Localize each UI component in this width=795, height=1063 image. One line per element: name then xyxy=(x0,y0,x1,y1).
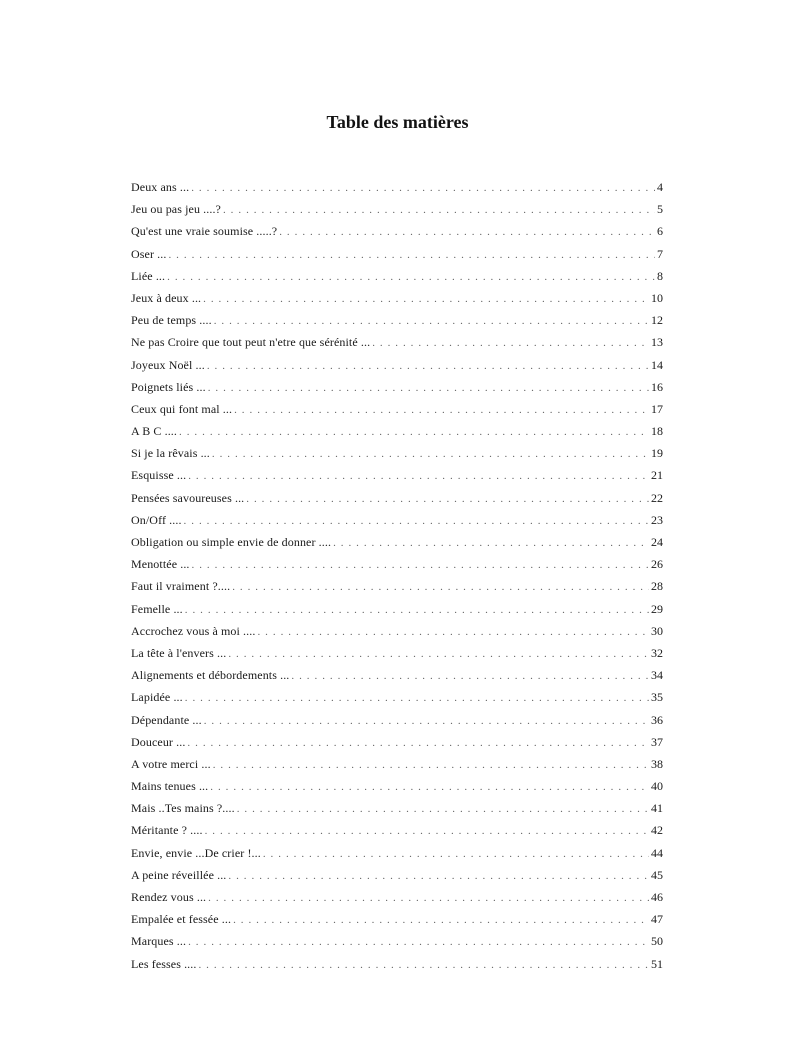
toc-entry-title: Liée ... xyxy=(131,268,166,283)
toc-dot-leader xyxy=(207,355,649,376)
toc-entry xyxy=(131,753,663,775)
toc-entry-page-number: 13 xyxy=(651,335,663,350)
toc-entry xyxy=(131,731,663,753)
toc-entry-title: Esquisse ... xyxy=(131,468,187,483)
toc-entry-page-number: 40 xyxy=(651,779,663,794)
toc-dot-leader xyxy=(185,687,649,708)
toc-entry-title: Jeux à deux ... xyxy=(131,290,202,305)
toc-entry-title: Les fesses .... xyxy=(131,956,197,971)
toc-dot-leader xyxy=(234,399,649,420)
toc-entry-page-number: 42 xyxy=(651,823,663,838)
toc-entry-title: Rendez vous ... xyxy=(131,890,207,904)
toc-entry-title: Empalée et fessée ... xyxy=(131,912,232,927)
toc-dot-leader xyxy=(237,798,649,819)
toc-entry-title: Mains tenues ... xyxy=(131,779,209,794)
toc-entry-title: Qu'est une vraie soumise .....? xyxy=(131,224,278,239)
toc-entry-page-number: 30 xyxy=(651,623,663,638)
toc-entry-title: Méritante ? .... xyxy=(131,823,203,838)
toc-entry xyxy=(131,331,663,353)
toc-entry-page-number: 5 xyxy=(657,202,663,217)
table-of-contents xyxy=(131,176,663,975)
toc-dot-leader xyxy=(187,732,649,753)
toc-dot-leader xyxy=(214,310,649,331)
toc-entry xyxy=(131,309,663,331)
toc-entry-title: Lapidée ... xyxy=(131,690,183,705)
toc-entry xyxy=(131,709,663,731)
toc-entry xyxy=(131,797,663,819)
toc-entry xyxy=(131,886,663,908)
toc-entry xyxy=(131,575,663,597)
toc-dot-leader xyxy=(208,887,649,908)
toc-entry xyxy=(131,664,663,686)
toc-dot-leader xyxy=(191,177,655,198)
toc-entry xyxy=(131,509,663,531)
toc-dot-leader xyxy=(246,488,649,509)
toc-entry-page-number: 22 xyxy=(651,490,663,505)
toc-entry xyxy=(131,487,663,509)
toc-entry-title: Deux ans ... xyxy=(131,180,190,194)
toc-entry-page-number: 10 xyxy=(651,290,663,305)
toc-entry xyxy=(131,376,663,398)
toc-entry xyxy=(131,819,663,841)
toc-entry-title: Accrochez vous à moi .... xyxy=(131,623,256,638)
toc-dot-leader xyxy=(372,332,649,353)
toc-entry xyxy=(131,198,663,220)
toc-entry xyxy=(131,265,663,287)
toc-entry-page-number: 21 xyxy=(651,468,663,483)
toc-entry-title: A votre merci ... xyxy=(131,756,211,771)
toc-entry-page-number: 44 xyxy=(651,845,663,860)
toc-entry-page-number: 45 xyxy=(651,867,663,882)
toc-entry xyxy=(131,620,663,642)
toc-entry xyxy=(131,442,663,464)
toc-entry-page-number: 50 xyxy=(651,934,663,949)
toc-dot-leader xyxy=(213,754,649,775)
toc-entry xyxy=(131,354,663,376)
toc-entry-page-number: 8 xyxy=(657,268,663,283)
toc-entry-title: Envie, envie ...De crier !... xyxy=(131,845,261,860)
toc-dot-leader xyxy=(204,710,649,731)
toc-dot-leader xyxy=(257,621,649,642)
toc-entry-page-number: 32 xyxy=(651,645,663,660)
toc-dot-leader xyxy=(228,643,649,664)
toc-dot-leader xyxy=(167,266,655,287)
toc-entry-page-number: 47 xyxy=(651,912,663,927)
toc-entry xyxy=(131,864,663,886)
toc-entry-page-number: 46 xyxy=(651,890,663,904)
toc-entry-page-number: 34 xyxy=(651,668,663,683)
toc-entry xyxy=(131,842,663,864)
toc-dot-leader xyxy=(333,532,649,553)
toc-entry-title: Joyeux Noël ... xyxy=(131,357,205,372)
toc-dot-leader xyxy=(185,599,649,620)
toc-dot-leader xyxy=(223,199,655,220)
toc-entry-page-number: 14 xyxy=(651,357,663,372)
toc-dot-leader xyxy=(228,865,649,886)
toc-entry-page-number: 35 xyxy=(651,690,663,705)
toc-entry-page-number: 36 xyxy=(651,712,663,727)
toc-entry-page-number: 16 xyxy=(651,379,663,394)
toc-entry-title: Jeu ou pas jeu ....? xyxy=(131,202,221,217)
toc-entry xyxy=(131,398,663,420)
toc-entry-title: Dépendante ... xyxy=(131,712,202,727)
toc-dot-leader xyxy=(291,665,649,686)
toc-entry-title: Mais ..Tes mains ?.... xyxy=(131,801,235,816)
page-title: Table des matières xyxy=(326,112,469,133)
toc-entry-title: Obligation ou simple envie de donner .... xyxy=(131,535,332,549)
toc-entry-page-number: 18 xyxy=(651,424,663,439)
toc-dot-leader xyxy=(279,221,655,242)
toc-dot-leader xyxy=(179,421,649,442)
toc-entry xyxy=(131,642,663,664)
toc-entry-title: La tête à l'envers ... xyxy=(131,645,227,660)
toc-dot-leader xyxy=(232,576,649,597)
toc-dot-leader xyxy=(188,931,649,952)
toc-dot-leader xyxy=(168,244,655,265)
toc-dot-leader xyxy=(205,820,649,841)
toc-entry-page-number: 41 xyxy=(651,801,663,816)
toc-dot-leader xyxy=(233,909,649,930)
toc-entry xyxy=(131,775,663,797)
toc-dot-leader xyxy=(203,288,649,309)
toc-dot-leader xyxy=(263,843,649,864)
toc-entry-page-number: 23 xyxy=(651,512,663,527)
toc-entry-title: Faut il vraiment ?.... xyxy=(131,579,231,594)
toc-entry-page-number: 6 xyxy=(657,224,663,239)
toc-entry xyxy=(131,953,663,975)
toc-dot-leader xyxy=(184,510,649,531)
toc-entry-title: Ceux qui font mal ... xyxy=(131,401,233,416)
toc-entry-page-number: 19 xyxy=(651,446,663,461)
toc-dot-leader xyxy=(208,377,649,398)
toc-entry xyxy=(131,287,663,309)
toc-entry-title: Douceur ... xyxy=(131,734,186,749)
toc-entry-title: Marques ... xyxy=(131,934,187,949)
toc-entry xyxy=(131,420,663,442)
toc-dot-leader xyxy=(212,443,649,464)
toc-entry-title: Ne pas Croire que tout peut n'etre que sérénité ... xyxy=(131,335,371,350)
toc-dot-leader xyxy=(210,776,649,797)
toc-entry xyxy=(131,553,663,575)
toc-entry-page-number: 17 xyxy=(651,401,663,416)
toc-entry-page-number: 24 xyxy=(651,535,663,549)
toc-entry xyxy=(131,464,663,486)
toc-entry xyxy=(131,531,663,553)
toc-entry xyxy=(131,930,663,952)
toc-entry-title: A peine réveillée ... xyxy=(131,867,227,882)
toc-entry xyxy=(131,176,663,198)
toc-entry-title: Pensées savoureuses ... xyxy=(131,490,245,505)
toc-entry-page-number: 4 xyxy=(657,180,663,194)
toc-entry-title: Femelle ... xyxy=(131,601,183,616)
toc-entry-title: A B C .... xyxy=(131,424,178,439)
toc-dot-leader xyxy=(188,465,649,486)
toc-entry-page-number: 7 xyxy=(657,246,663,261)
toc-entry-title: Si je la rêvais ... xyxy=(131,446,210,461)
toc-entry xyxy=(131,686,663,708)
toc-dot-leader xyxy=(192,554,649,575)
toc-entry-title: Menottée ... xyxy=(131,557,190,572)
toc-dot-leader xyxy=(198,954,649,975)
toc-entry-page-number: 37 xyxy=(651,734,663,749)
toc-entry-title: Peu de temps .... xyxy=(131,313,212,328)
toc-entry-title: On/Off .... xyxy=(131,512,182,527)
toc-entry-page-number: 26 xyxy=(651,557,663,572)
toc-entry xyxy=(131,598,663,620)
toc-entry xyxy=(131,243,663,265)
toc-entry xyxy=(131,908,663,930)
toc-entry-page-number: 28 xyxy=(651,579,663,594)
toc-entry-page-number: 29 xyxy=(651,601,663,616)
toc-entry-title: Oser ... xyxy=(131,246,167,261)
toc-entry-title: Alignements et débordements ... xyxy=(131,668,290,683)
toc-entry xyxy=(131,220,663,242)
toc-entry-title: Poignets liés ... xyxy=(131,379,206,394)
toc-entry-page-number: 51 xyxy=(651,956,663,971)
toc-entry-page-number: 38 xyxy=(651,756,663,771)
toc-entry-page-number: 12 xyxy=(651,313,663,328)
